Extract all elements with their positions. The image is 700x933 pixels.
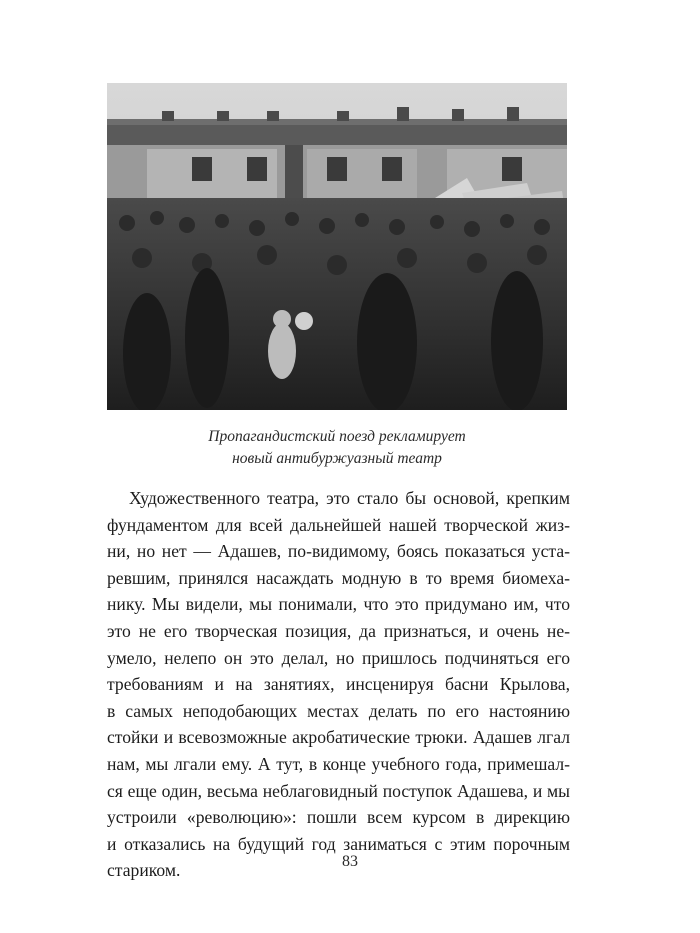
text-line: в самых неподобающих местах делать по его настоянию [107,700,570,721]
text-line: Художественного театра, это стало бы основой, крепким [129,488,570,508]
caption-line-1: Пропагандистский поезд рекламирует [208,428,466,445]
photo-image [107,83,567,410]
page-number: 83 [342,853,358,870]
body-paragraph [107,485,570,884]
text-line: нику. Мы видели, мы понимали, что это придумано им, что [107,594,570,615]
text-line: и отказались на будущий год заниматься с этим порочным [107,833,570,854]
caption-line-2: новый антибуржуазный театр [232,450,442,467]
text-line: фундаментом для всей дальнейшей нашей творческой жиз- [107,514,570,535]
text-line: требованиям и на занятиях, инсценируя басни Крылова, [107,674,570,695]
propaganda-train-photo [107,83,567,410]
text-line: стойки и всевозможные акробатические трюки. Адашев лгал [107,727,570,748]
text-line: умело, нелепо он это делал, но пришлось подчиняться его [107,647,570,668]
text-line: ревшим, принялся насаждать модную в то время биомеха- [107,567,570,588]
text-line: стариком. [107,860,181,881]
text-line: ни, но нет — Адашев, по-видимому, боясь показаться уста- [107,541,570,562]
text-line: устроили «революцию»: пошли всем курсом в дирекцию [107,807,570,828]
text-line: ся еще один, весьма неблаговидный поступок Адашева, и мы [107,780,570,801]
text-line: нам, мы лгали ему. А тут, в конце учебного года, примешал- [107,753,570,774]
photo-caption [107,426,567,470]
text-line: это не его творческая позиция, да признаться, и очень не- [107,620,570,641]
